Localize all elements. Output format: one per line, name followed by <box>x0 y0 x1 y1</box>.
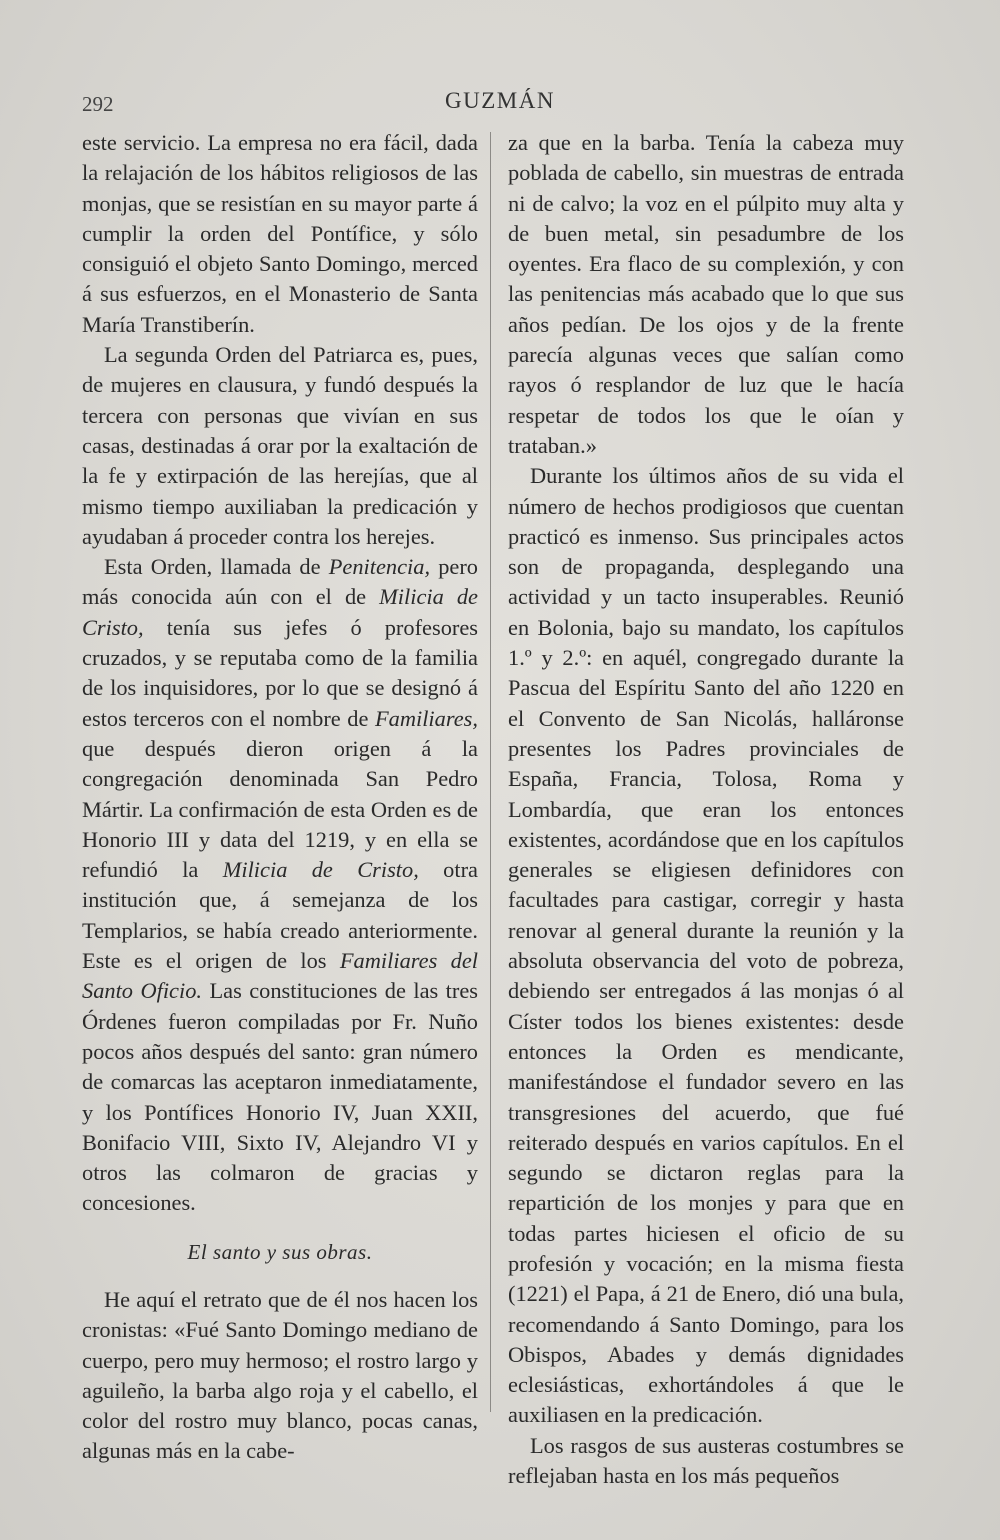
paragraph-continued: este servicio. La empresa no era fácil, dada la relajación de los hábitos religiosos de las monjas, que se resistían en su mayor parte á cumplir la orden del Pontífice, y sólo consiguió el objeto Santo Domingo, merced á sus esfuerzos, en el Monasterio de Santa María Transtiberín. <box>82 130 478 337</box>
column-divider <box>490 132 491 1412</box>
page-number: 292 <box>82 92 114 116</box>
paragraph-austere-customs: Los rasgos de sus austeras costumbres se reflejaban hasta en los más pequeños <box>508 1432 904 1489</box>
paragraph-portrait-continued: za que en la barba. Tenía la cabeza muy poblada de cabello, sin muestras de entrada ni de calvo; la voz en el púlpito muy alta y de buen metal, sin pesadumbre de los oyentes. Era flaco de su complexión, y con las penitencias más acabado que lo que sus años pedían. De los ojos y de la frente parecía algunas veces que salían como rayos ó resplandor de luz que le hacía respetar de todos los que le oían y trataban.» <box>508 130 904 458</box>
page-header <box>0 88 1000 118</box>
paragraph-portrait: He aquí el retrato que de él nos hacen los cronistas: «Fué Santo Domingo mediano de cuerpo, pero muy hermoso; el rostro largo y aguileño, la barba algo roja y el cabello, el color del rostro muy blanco, pocas canas, algunas más en la cabe- <box>82 1286 478 1464</box>
paragraph-third-order: Esta Orden, llamada de Penitencia, pero más conocida aún con el de Milicia de Cristo, tenía sus jefes ó profesores cruzados, y se reputaba como de la familia de los inquisidores, por lo que se designó á estos terceros con el nombre de Familiares, que después dieron origen á la congregación denominada San Pedro Mártir. La confirmación de esta Orden es de Honorio III y data del 1219, y en ella se refundió la Milicia de Cristo, otra institución que, á semejanza de los Templarios, se había creado anteriormente. Este es el origen de los Familiares del Santo Oficio. Las constituciones de las tres Órdenes fueron compiladas por Fr. Nuño pocos años después del santo: gran número de comarcas las aceptaron inmediatamente, y los Pontífices Honorio IV, Juan XXII, Bonifacio VIII, Sixto IV, Alejandro VI y otros las colmaron de gracias y concesiones. <box>82 554 478 1216</box>
paragraph-final-years: Durante los últimos años de su vida el número de hechos prodigiosos que cuentan practicó es inmenso. Sus principales actos son de propaganda, desplegando una actividad y un tacto insuperables. Reunió en Bolonia, bajo su mandato, los capítulos 1.º y 2.º: en aquél, congregado durante la Pascua del Espíritu Santo del año 1220 en el Convento de San Nicolás, halláronse presentes los Padres provinciales de España, Francia, Tolosa, Roma y Lombardía, que eran los entonces existentes, acordándose que en los capítulos generales se eligiesen definidores con facultades para castigar, corregir y hasta renovar al general durante la reunión y la absoluta observancia del voto de pobreza, debiendo ser entregados á las monjas ó al Císter todos los bienes existentes: desde entonces la Orden es mendicante, manifestándose el fundador severo en las transgresiones del acuerdo, que fué reiterado después en varios capítulos. En el segundo se dictaron reglas para la repartición de los monjes y para que en todas partes hiciesen el oficio de su profesión y vocación; en la misma fiesta (1221) el Papa, á 21 de Enero, dió una bula, recomendando á Santo Domingo, para los Obispos, Abades y demás dignidades eclesiásticas, exhortándoles á que le auxiliasen en la predicación. <box>508 463 904 1428</box>
running-title: GUZMÁN <box>445 88 555 113</box>
section-heading: El santo y sus obras. <box>187 1239 373 1264</box>
left-column <box>82 128 478 1467</box>
right-column <box>508 128 904 1491</box>
paragraph-second-order: La segunda Orden del Patriarca es, pues, de mujeres en clausura, y fundó después la tercera con personas que vivían en sus casas, destinadas á orar por la exaltación de la fe y extirpación de las herejías, que al mismo tiempo auxiliaban la predicación y ayudaban á proceder contra los herejes. <box>82 342 478 549</box>
